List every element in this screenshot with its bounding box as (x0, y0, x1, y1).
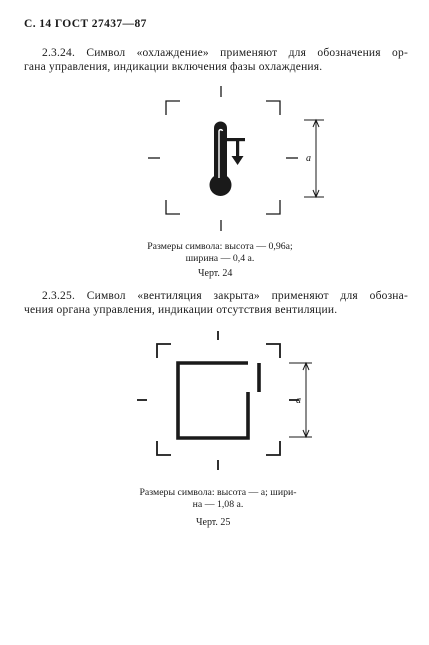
caption-25 (118, 487, 318, 511)
frame-corner-marks (137, 331, 299, 470)
figure-label-24: Черт. 24 (198, 268, 233, 279)
caption-line: Размеры символа: высота — a; шири- (139, 487, 297, 498)
paragraph-line: 2.3.24. Символ «охлаждение» применяют для обозначения ор- (42, 47, 408, 59)
ventilation-closed-icon (178, 363, 259, 438)
corner-mark-top-right (266, 344, 280, 358)
paragraph-line: чения органа управления, индикации отсутствия вентиляции. (24, 304, 338, 316)
paragraph-line: 2.3.25. Символ «вентиляция закрыта» применяют для обозна- (42, 290, 408, 302)
dimension-label-a: a (296, 395, 301, 406)
caption-line: Размеры символа: высота — 0,96a; (147, 241, 293, 252)
corner-mark-top-left (157, 344, 171, 358)
caption-line: на — 1,08 a. (192, 499, 244, 510)
corner-mark-bottom-left (157, 441, 171, 455)
figure-label-25: Черт. 25 (196, 517, 231, 528)
paragraph-line: гана управления, индикации включения фазы охлаждения. (24, 61, 323, 73)
dimension-label-a: a (306, 153, 311, 164)
caption-line: ширина — 0,4 a. (185, 253, 255, 264)
corner-mark-bottom-right (266, 441, 280, 455)
page-header: С. 14 ГОСТ 27437—87 (24, 18, 147, 30)
